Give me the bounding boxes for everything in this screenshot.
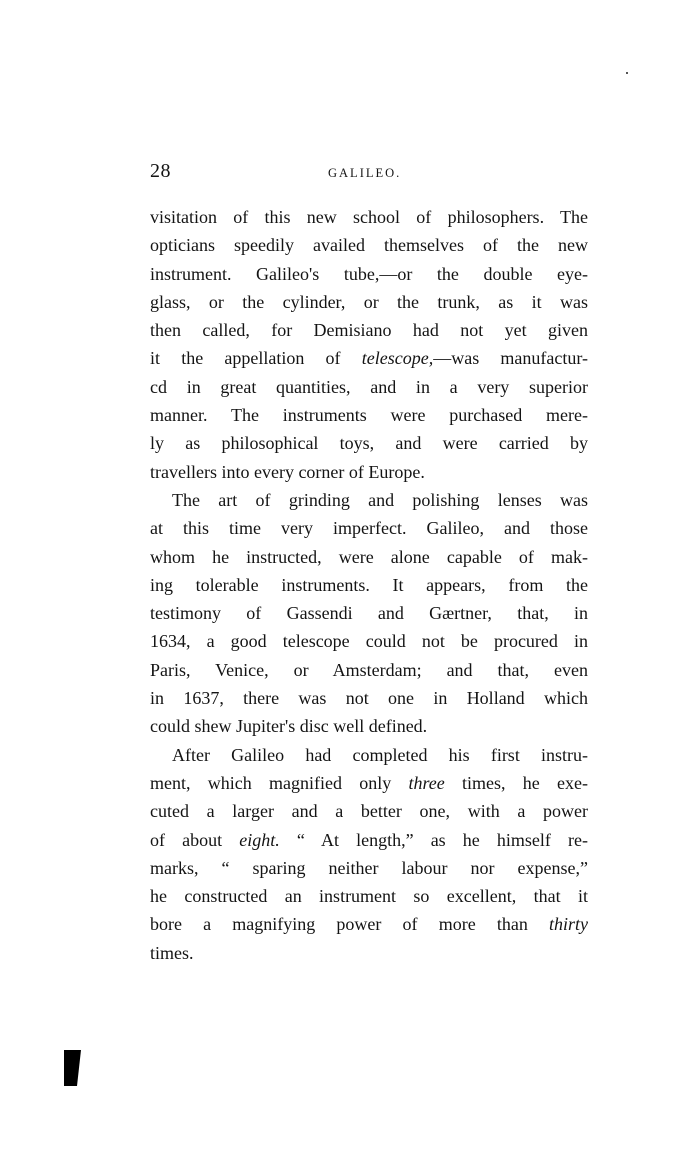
- text-line: [150, 344, 588, 372]
- text-line: [150, 769, 588, 797]
- running-head: GALILEO.: [328, 166, 402, 180]
- text-line: ing tolerable instruments. It appears, from the: [150, 574, 588, 595]
- text-span: —was manufactur-: [433, 348, 588, 369]
- body-text: [150, 203, 588, 967]
- text-span: times, he exe-: [462, 772, 588, 793]
- text-line: cuted a larger and a better one, with a power: [150, 801, 588, 822]
- text-line: 1634, a good telescope could not be procured in: [150, 631, 588, 652]
- text-span: bore a magnifying power of more than: [150, 914, 528, 935]
- text-line: he constructed an instrument so excellent, that it: [150, 886, 588, 907]
- text-line: [150, 910, 588, 938]
- text-span: “ At length,” as he himself re-: [296, 829, 589, 850]
- text-line: manner. The instruments were purchased mere-: [150, 405, 588, 426]
- text-line: travellers into every corner of Europe.: [150, 461, 425, 482]
- scan-speck: [626, 72, 628, 74]
- text-line: visitation of this new school of philosophers. The: [150, 207, 588, 227]
- text-line: times.: [150, 942, 194, 963]
- text-span: it the appellation of: [150, 348, 341, 369]
- text-line: ly as philosophical toys, and were carried by: [150, 433, 588, 454]
- italic-term: eight.: [239, 829, 280, 850]
- text-line: After Galileo had completed his first instru-: [172, 744, 588, 765]
- italic-term: telescope,: [361, 348, 434, 369]
- text-line: in 1637, there was not one in Holland which: [150, 688, 588, 709]
- text-line: The art of grinding and polishing lenses was: [172, 489, 588, 510]
- page-number: 28: [150, 160, 171, 182]
- text-span: ment, which magnified only: [150, 772, 392, 793]
- text-line: opticians speedily availed themselves of the new: [150, 235, 588, 256]
- text-line: Paris, Venice, or Amsterdam; and that, even: [150, 659, 588, 680]
- text-line: whom he instructed, were alone capable of mak-: [150, 546, 588, 567]
- page-header: [150, 160, 590, 184]
- italic-term: three: [408, 772, 445, 793]
- text-span: of about: [150, 829, 223, 850]
- text-line: could shew Jupiter's disc well defined.: [150, 716, 428, 737]
- text-line: testimony of Gassendi and Gærtner, that, in: [150, 603, 588, 624]
- text-line: [150, 826, 588, 854]
- text-line: then called, for Demisiano had not yet given: [150, 320, 588, 341]
- italic-term: thirty: [549, 914, 588, 935]
- text-line: at this time very imperfect. Galileo, and those: [150, 518, 588, 539]
- text-line: cd in great quantities, and in a very superior: [150, 376, 588, 397]
- text-line: glass, or the cylinder, or the trunk, as it was: [150, 291, 588, 312]
- text-line: marks, “ sparing neither labour nor expense,”: [150, 857, 588, 878]
- text-line: instrument. Galileo's tube,—or the double eye-: [150, 263, 588, 284]
- scan-edge-mark: [64, 1050, 81, 1086]
